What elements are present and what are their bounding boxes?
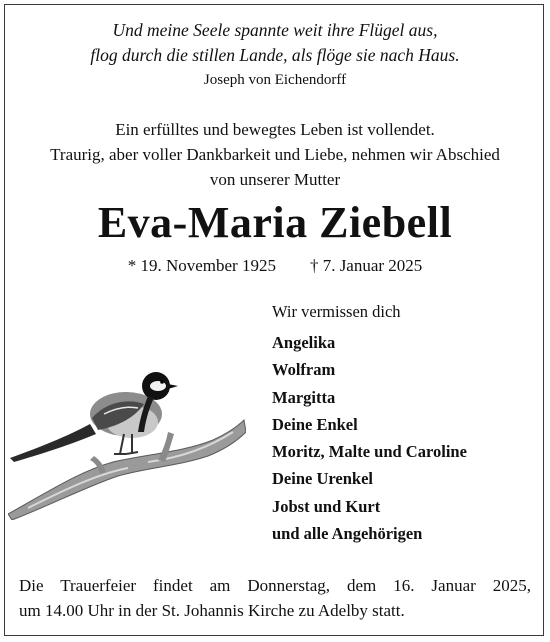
mourner-name: Margitta — [272, 387, 336, 407]
poem-line-1: Und meine Seele spannte weit ihre Flügel aus, — [112, 20, 438, 40]
intro-line-1: Ein erfülltes und bewegtes Leben ist vollendet. — [115, 120, 435, 139]
intro-line-2: Traurig, aber voller Dankbarkeit und Liebe, nehmen wir Abschied — [50, 145, 500, 164]
mourner-name: Wolfram — [272, 360, 336, 380]
poem-author: Joseph von Eichendorff — [203, 72, 347, 88]
deceased-name: Eva-Maria Ziebell — [97, 198, 453, 247]
mourner-name: Deine Urenkel — [272, 469, 373, 489]
poem-line-2: flog durch die stillen Lande, als flöge sie nach Haus. — [90, 45, 460, 65]
mourner-name: und alle Angehörigen — [272, 524, 423, 544]
intro-line-3: von unserer Mutter — [209, 170, 341, 189]
mourner-name: Moritz, Malte und Caroline — [272, 442, 467, 462]
mourners-heading: Wir vermissen dich — [272, 302, 401, 321]
mourner-name: Deine Enkel — [272, 414, 358, 434]
life-dates: * 19. November 1925 † 7. Januar 2025 — [127, 256, 423, 275]
funeral-info-line-1: Die Trauerfeier findet am Donnerstag, dem 16. Januar 2025, — [19, 576, 531, 595]
mourner-name: Angelika — [272, 333, 336, 352]
funeral-info-line-2: um 14.00 Uhr in der St. Johannis Kirche zu Adelby statt. — [19, 601, 405, 620]
bird-tail — [10, 424, 96, 462]
bird-on-branch-image — [8, 362, 246, 520]
mourner-name: Jobst und Kurt — [272, 496, 381, 516]
mourners-list — [272, 333, 467, 551]
